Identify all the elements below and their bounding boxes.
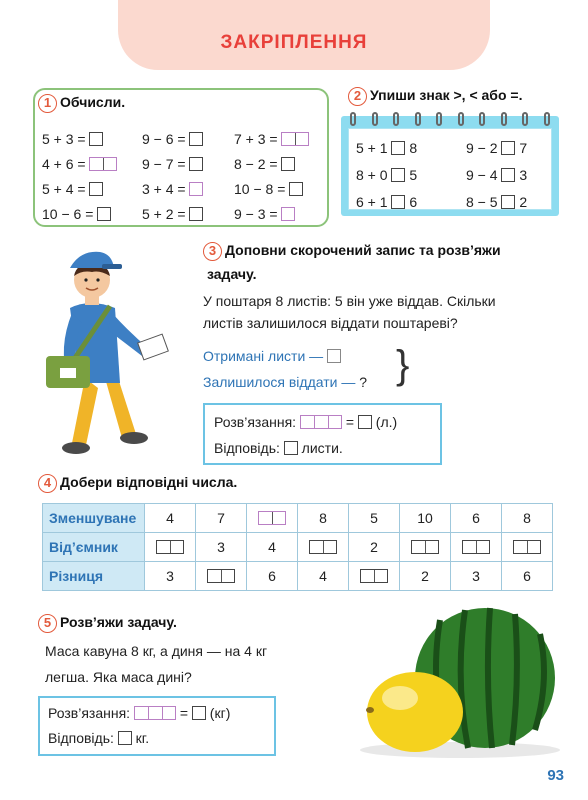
exercise-item: 3 + 4 =: [142, 181, 234, 197]
answer-box[interactable]: [284, 441, 298, 455]
ring-icon: [522, 112, 528, 126]
comparison-item: 9 − 2 7: [466, 139, 528, 156]
task5-title: Розв’яжи задачу.: [60, 614, 177, 631]
answer-box-double[interactable]: [281, 132, 309, 146]
ring-icon: [458, 112, 464, 126]
sign-box[interactable]: [391, 168, 405, 182]
received-box[interactable]: [327, 349, 341, 363]
exercise-item: 5 + 3 =: [42, 131, 142, 147]
table-cell-empty[interactable]: [298, 533, 349, 562]
answer-box[interactable]: [281, 207, 295, 221]
exercise-item: 10 − 8 =: [234, 181, 322, 197]
table-cell: 3: [196, 533, 247, 562]
comparison-row: [356, 134, 548, 161]
task1-title: Обчисли.: [60, 94, 126, 111]
table-cell-empty[interactable]: [400, 533, 451, 562]
page-title: ЗАКРІПЛЕННЯ: [220, 32, 368, 53]
task1-row: [42, 126, 322, 151]
table-row: [43, 562, 553, 591]
exercise-item: 9 − 6 =: [142, 131, 234, 147]
sign-box[interactable]: [501, 195, 515, 209]
exercise-item: 7 + 3 =: [234, 131, 322, 147]
table-cell: 8: [502, 504, 553, 533]
short-note-received: Отримані листи —: [203, 346, 563, 367]
table-cell-empty[interactable]: [502, 533, 553, 562]
exercise-item: 5 + 4 =: [42, 181, 142, 197]
task2-number: 2: [348, 87, 367, 106]
task5-problem-line1: Маса кавуна 8 кг, а диня — на 4 кг: [45, 643, 268, 659]
task3-solution-line: Розв’язання: = (л.): [214, 414, 398, 430]
answer-box[interactable]: [189, 132, 203, 146]
answer-box[interactable]: [89, 182, 103, 196]
task4-title: Добери відповідні числа.: [60, 474, 238, 491]
notepad-rings: [350, 112, 550, 126]
result-box[interactable]: [358, 415, 372, 429]
ring-icon: [393, 112, 399, 126]
answer-box[interactable]: [281, 157, 295, 171]
ring-icon: [544, 112, 550, 126]
table-cell-empty[interactable]: [247, 504, 298, 533]
task3-problem-line1: У поштаря 8 листів: 5 він уже віддав. Скільки: [203, 293, 496, 309]
row-label-difference: Різниця: [43, 562, 145, 591]
exercise-item: 5 + 2 =: [142, 206, 234, 222]
comparison-row: [356, 161, 548, 188]
table-cell: 5: [349, 504, 400, 533]
exercise-item: 4 + 6 =: [42, 156, 142, 172]
table-cell: 8: [298, 504, 349, 533]
ring-icon: [436, 112, 442, 126]
expression-box[interactable]: [300, 415, 342, 429]
table-cell: 4: [145, 504, 196, 533]
table-cell: 7: [196, 504, 247, 533]
exercise-item: 8 − 2 =: [234, 156, 322, 172]
answer-box[interactable]: [89, 132, 103, 146]
short-note-remaining: Залишилося віддати — ?: [203, 374, 368, 390]
answer-box[interactable]: [118, 731, 132, 745]
sign-box[interactable]: [501, 141, 515, 155]
table-cell: 3: [145, 562, 196, 591]
sign-box[interactable]: [501, 168, 515, 182]
table-row: [43, 533, 553, 562]
table-cell: 4: [247, 533, 298, 562]
expression-box[interactable]: [134, 706, 176, 720]
table-cell-empty[interactable]: [145, 533, 196, 562]
task2-comparisons: [356, 134, 548, 215]
task3-title-cont: задачу.: [207, 266, 257, 282]
task1-heading: [38, 94, 125, 113]
task3-heading: [203, 242, 501, 261]
result-box[interactable]: [192, 706, 206, 720]
answer-box[interactable]: [189, 207, 203, 221]
ring-icon: [501, 112, 507, 126]
answer-box[interactable]: [189, 182, 203, 196]
answer-box-double[interactable]: [89, 157, 117, 171]
answer-box[interactable]: [189, 157, 203, 171]
comparison-item: 8 + 0 5: [356, 166, 418, 183]
task5-problem: [45, 638, 345, 690]
table-cell: 3: [451, 562, 502, 591]
exercise-item: 9 − 3 =: [234, 206, 322, 222]
page-number: 93: [547, 767, 564, 784]
table-cell: 6: [247, 562, 298, 591]
row-label-subtrahend: Від’ємник: [43, 533, 145, 562]
task4-number: 4: [38, 474, 57, 493]
task3-title: Доповни скорочений запис та розв’яжи: [225, 242, 501, 259]
task2-title: Упиши знак >, < або =.: [370, 87, 523, 104]
task5-heading: [38, 614, 177, 633]
table-cell-empty[interactable]: [349, 562, 400, 591]
watermelon-melon-illustration: [350, 600, 570, 760]
task3-answer-line: Відповідь: листи.: [214, 440, 343, 456]
brace-icon: }: [396, 343, 410, 387]
table-cell-empty[interactable]: [196, 562, 247, 591]
exercise-item: 9 − 7 =: [142, 156, 234, 172]
task3-problem-line2: листів залишилося віддати поштареві?: [203, 315, 458, 331]
postman-illustration: [30, 238, 180, 460]
comparison-row: [356, 188, 548, 215]
sign-box[interactable]: [391, 141, 405, 155]
ring-icon: [372, 112, 378, 126]
table-cell-empty[interactable]: [451, 533, 502, 562]
row-label-minuend: Зменшуване: [43, 504, 145, 533]
answer-box[interactable]: [289, 182, 303, 196]
sign-box[interactable]: [391, 195, 405, 209]
table-row: [43, 504, 553, 533]
task2-heading: [348, 87, 522, 106]
task5-number: 5: [38, 614, 57, 633]
subtraction-table: [42, 503, 553, 591]
comparison-item: 9 − 4 3: [466, 166, 528, 183]
table-cell: 4: [298, 562, 349, 591]
comparison-item: 6 + 1 6: [356, 193, 418, 210]
comparison-item: 8 − 5 2: [466, 193, 528, 210]
task3-number: 3: [203, 242, 222, 261]
task1-row: [42, 201, 322, 226]
table-cell: 6: [502, 562, 553, 591]
table-cell: 2: [400, 562, 451, 591]
task5-answer-line: Відповідь: кг.: [48, 730, 150, 746]
task5-solution-line: Розв’язання: = (кг): [48, 705, 231, 721]
comparison-item: 5 + 1 8: [356, 139, 418, 156]
ring-icon: [415, 112, 421, 126]
table-cell: 6: [451, 504, 502, 533]
table-cell: 10: [400, 504, 451, 533]
table-cell: 2: [349, 533, 400, 562]
task1-exercises: [42, 126, 322, 226]
task4-heading: [38, 474, 237, 493]
exercise-item: 10 − 6 =: [42, 206, 142, 222]
task1-row: [42, 151, 322, 176]
task1-number: 1: [38, 94, 57, 113]
task1-row: [42, 176, 322, 201]
ring-icon: [479, 112, 485, 126]
task5-problem-line2: легша. Яка маса дині?: [45, 669, 192, 685]
answer-box[interactable]: [97, 207, 111, 221]
ring-icon: [350, 112, 356, 126]
